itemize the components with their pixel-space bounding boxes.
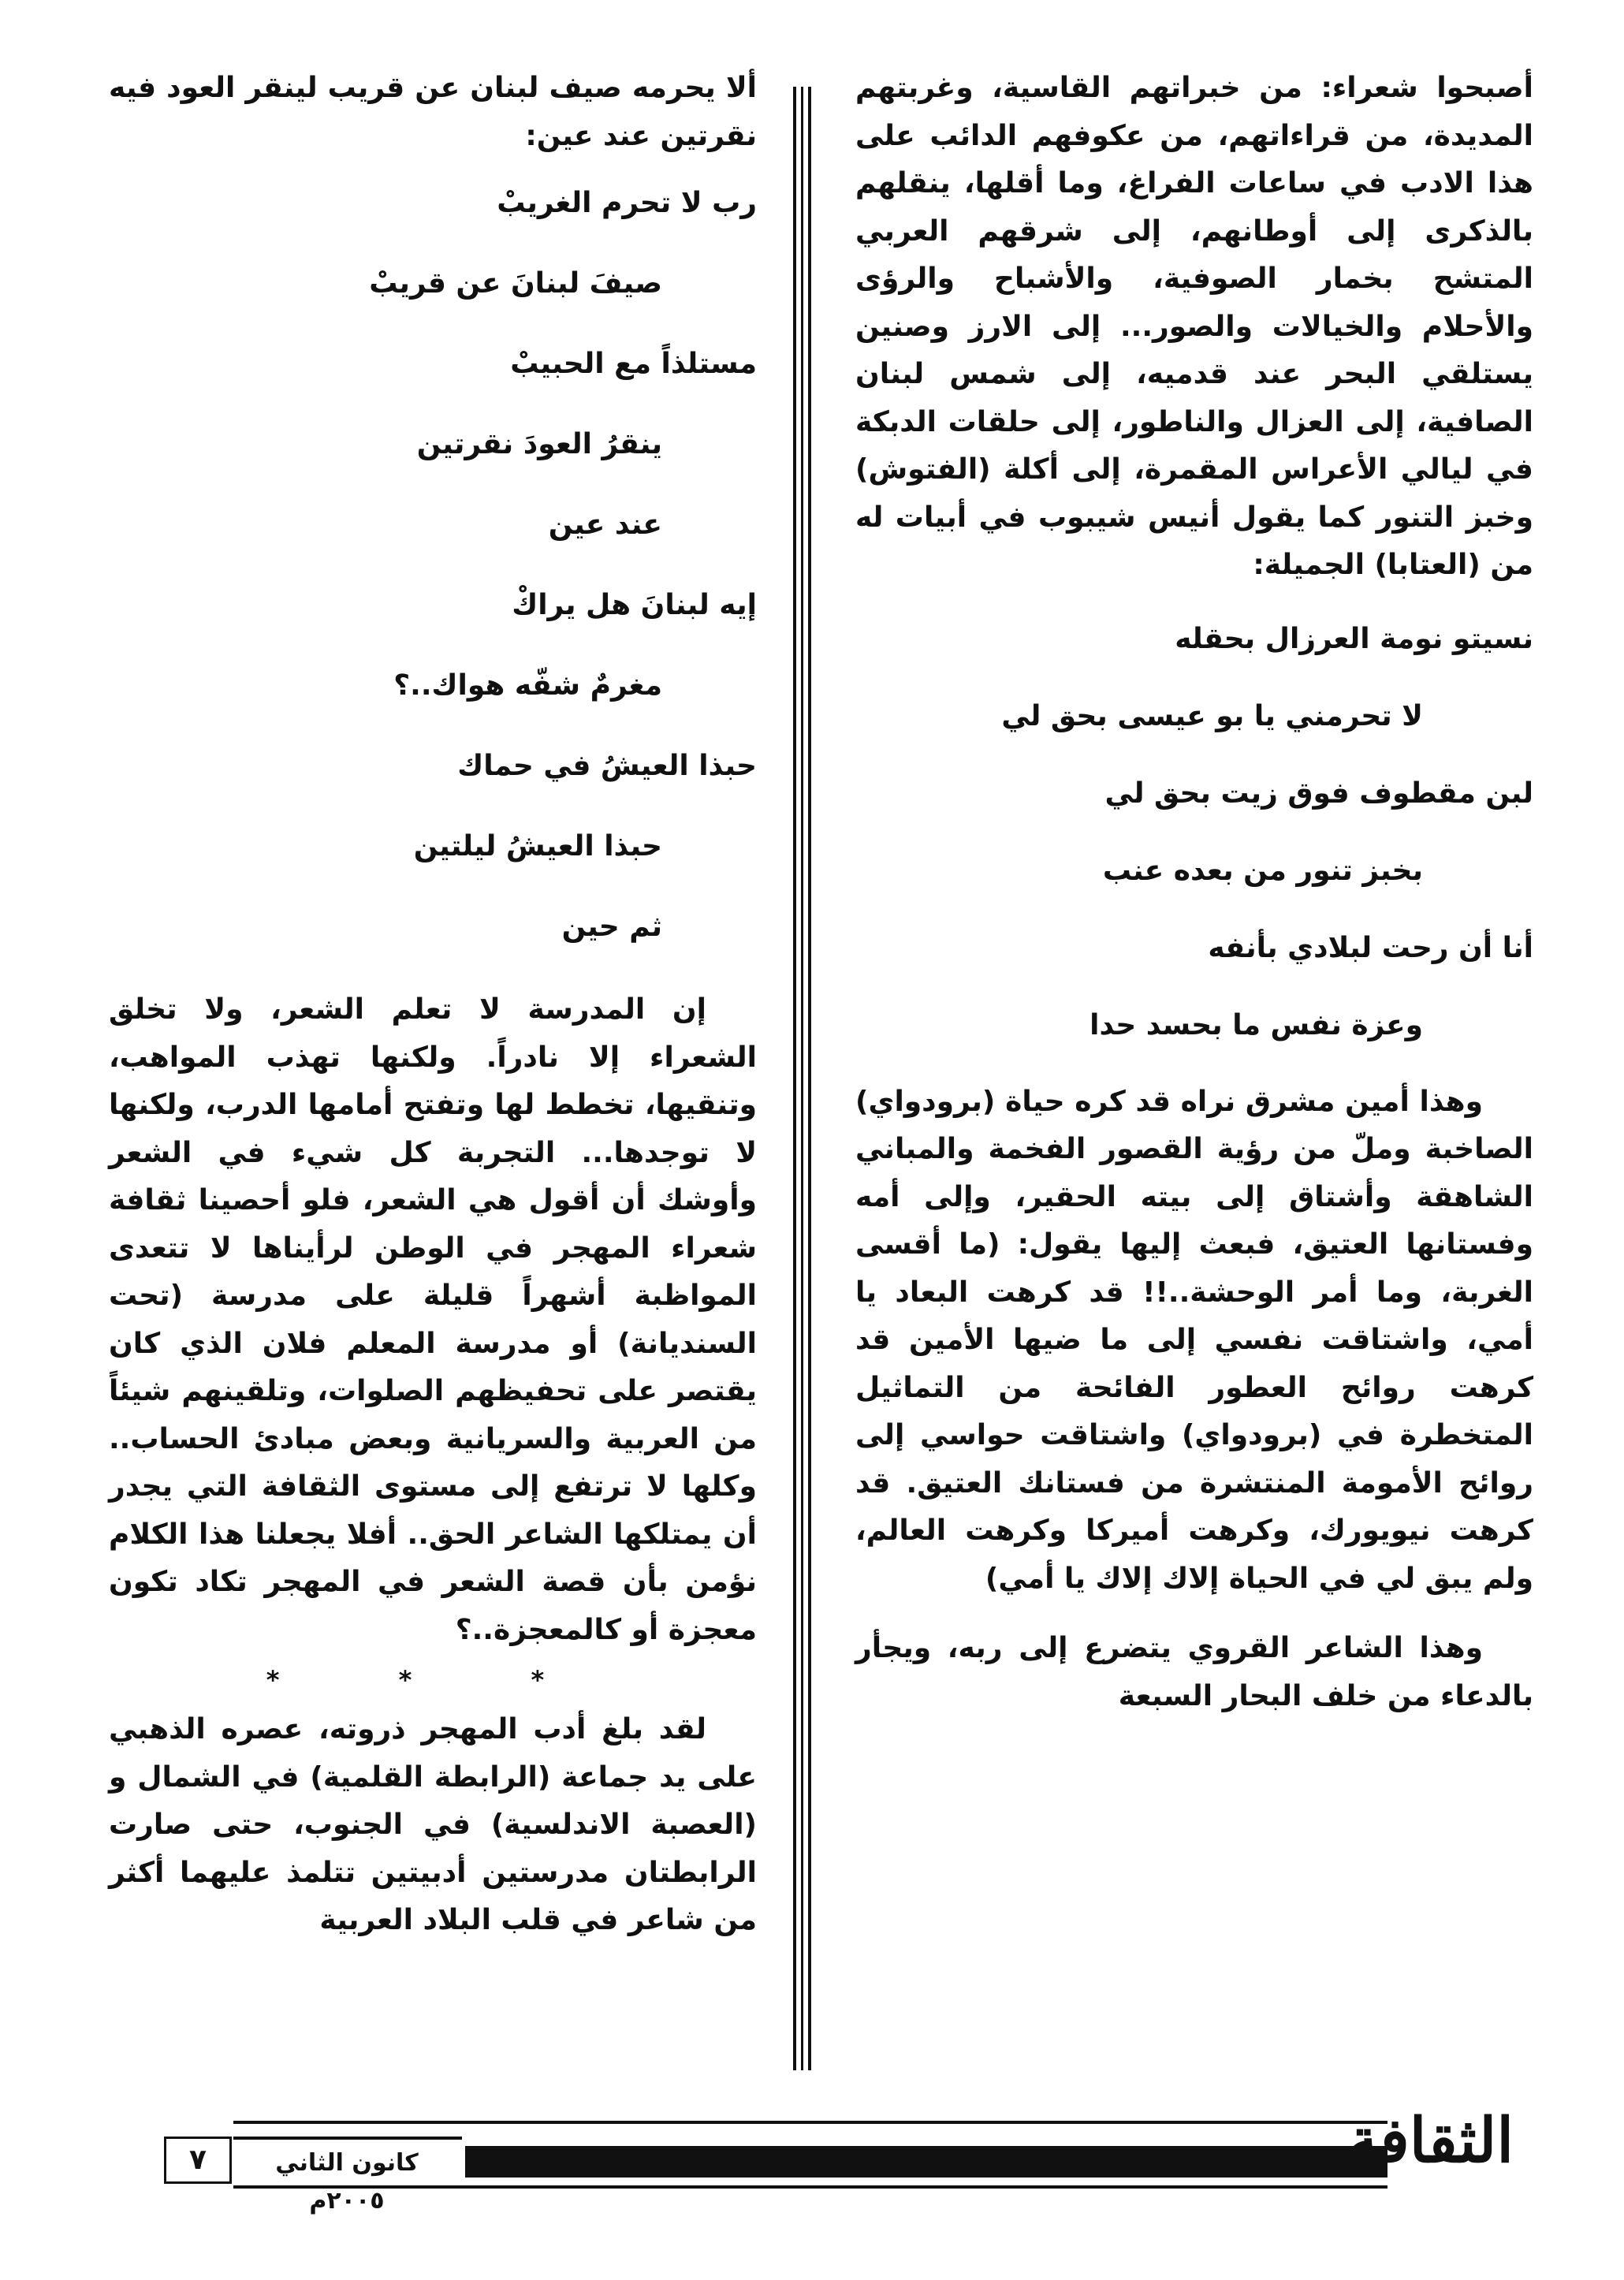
poem-verse: رب لا تحرم الغريبْ — [497, 187, 757, 219]
paragraph: ألا يحرمه صيف لبنان عن قريب لينقر العود فيه نقرتين عند عين: — [109, 72, 757, 152]
paragraph: لقد بلغ أدب المهجر ذروته، عصره الذهبي على يد جماعة (الرابطة القلمية) في الشمال و (العصبة الاندلسية) في الجنوب، حتى صارت الرابطتان مدرستين أدبيتين تتلمذ عليهما أكثر من شاعر في قلب البلاد العربية — [109, 1713, 757, 1936]
poem-verse: ثم حين — [561, 911, 662, 943]
poem-verse: لا تحرمني يا بو عيسى بحق لي — [1001, 699, 1423, 732]
poem-verse: نسيتو نومة العرزال بحقله — [1175, 622, 1533, 655]
left-column — [109, 65, 757, 1945]
page-number: ٧ — [164, 2137, 232, 2184]
footer-bar — [465, 2146, 1387, 2178]
right-column — [855, 65, 1533, 1720]
poem-verse: حبذا العيشُ ليلتين — [413, 830, 662, 862]
issue-date: كانون الثاني ٢٠٠٥م — [275, 2149, 419, 2215]
page-footer — [158, 2105, 1514, 2215]
magazine-logo: الثقافة — [1347, 2105, 1514, 2177]
paragraph: وهذا أمين مشرق نراه قد كره حياة (برودواي) الصاخبة وملّ من رؤية القصور الفخمة والمباني الشاهقة وأشتاق إلى بيته الحقير، وإلى أمه وفستانها العتيق، فبعث إليها يقول: (ما أقسى الغربة، وما أمر الوحشة..!! قد كرهت البعاد يا أمي، واشتاقت نفسي إلى ما ضيها الأمين قد كرهت روائح العطور الفائحة من التماثيل المتخطرة في (برودواي) واشتاقت حواسي إلى روائح الأمومة المنتشرة من فستانك العتيق. قد كرهت نيويورك، وكرهت أميركا وكرهت العالم، ولم يبق لي في الحياة إلاك إلاك يا أمي) — [855, 1085, 1533, 1595]
poem-verse: أنا أن رحت لبلادي بأنفه — [1208, 931, 1533, 964]
paragraph: أصبحوا شعراء: من خبراتهم القاسية، وغربتهم المديدة، من قراءاتهم، من عكوفهم الدائب على هذا الادب في ساعات الفراغ، وما أقلها، ينقلهم بالذكرى إلى أوطانهم، إلى شرقهم العربي المتشح بخمار الصوفية، والأشباح والرؤى والأحلام والخيالات والصور... إلى الارز وصنين يستلقي البحر عند قدميه، إلى شمس لبنان الصافية، إلى العزال والناطور، إلى حلقات الدبكة في ليالي الأعراس المقمرة، إلى أكلة (الفتوش) وخبز التنور كما يقول أنيس شيبوب في أبيات له من (العتابا) الجميلة: — [855, 72, 1533, 581]
poem-verse: إيه لبنانَ هل يراكْ — [512, 589, 757, 621]
poem-verse: حبذا العيشُ في حماك — [457, 750, 757, 782]
poem-qarawi — [109, 160, 757, 986]
poem-verse: عند عين — [548, 509, 662, 541]
section-separator: * * * — [266, 1665, 600, 1695]
poem-verse: مغرمٌ شفّه هواك..؟ — [393, 669, 662, 702]
footer-rule-left — [233, 2137, 462, 2140]
poem-verse: بخبز تنور من بعده عنب — [1102, 854, 1423, 887]
paragraph: وهذا الشاعر القروي يتضرع إلى ربه، ويجأر بالدعاء من خلف البحار السبعة — [855, 1632, 1533, 1712]
paragraph: إن المدرسة لا تعلم الشعر، ولا تخلق الشعراء إلا نادراً. ولكنها تهذب المواهب، وتنقيها، تخطط لها وتفتح أمامها الدرب، ولكنها لا توجدها... التجربة كل شيء في الشعر وأوشك أن أقول هي الشعر، فلو أحصينا ثقافة شعراء المهجر في الوطن لرأيناها لا تتعدى المواظبة أشهراً قليلة على مدرسة (تحت السنديانة) أو مدرسة المعلم فلان الذي كان يقتصر على تحفيظهم الصلوات، وتلقينهم شيئاً من العربية والسريانية وبعض مبادئ الحساب.. وكلها لا ترتفع إلى مستوى الثقافة التي يجدر أن يمتلكها الشاعر الحق.. أفلا يجعلنا هذا الكلام نؤمن بأن قصة الشعر في المهجر تكاد تكون معجزة أو كالمعجزة..؟ — [109, 993, 757, 1646]
poem-verse: مستلذاً مع الحبيبْ — [510, 348, 757, 380]
poem-verse: صيفَ لبنانَ عن قريبْ — [369, 267, 662, 300]
poem-verse: لبن مقطوف فوق زيت بحق لي — [1104, 777, 1533, 810]
poem-verse: ينقرُ العودَ نقرتين — [416, 428, 662, 460]
footer-rule-top — [233, 2121, 1387, 2124]
poem-verse: وعزة نفس ما بحسد حدا — [1089, 1008, 1423, 1041]
poem-ataba — [855, 590, 1533, 1079]
footer-rule-bottom — [233, 2185, 1387, 2189]
